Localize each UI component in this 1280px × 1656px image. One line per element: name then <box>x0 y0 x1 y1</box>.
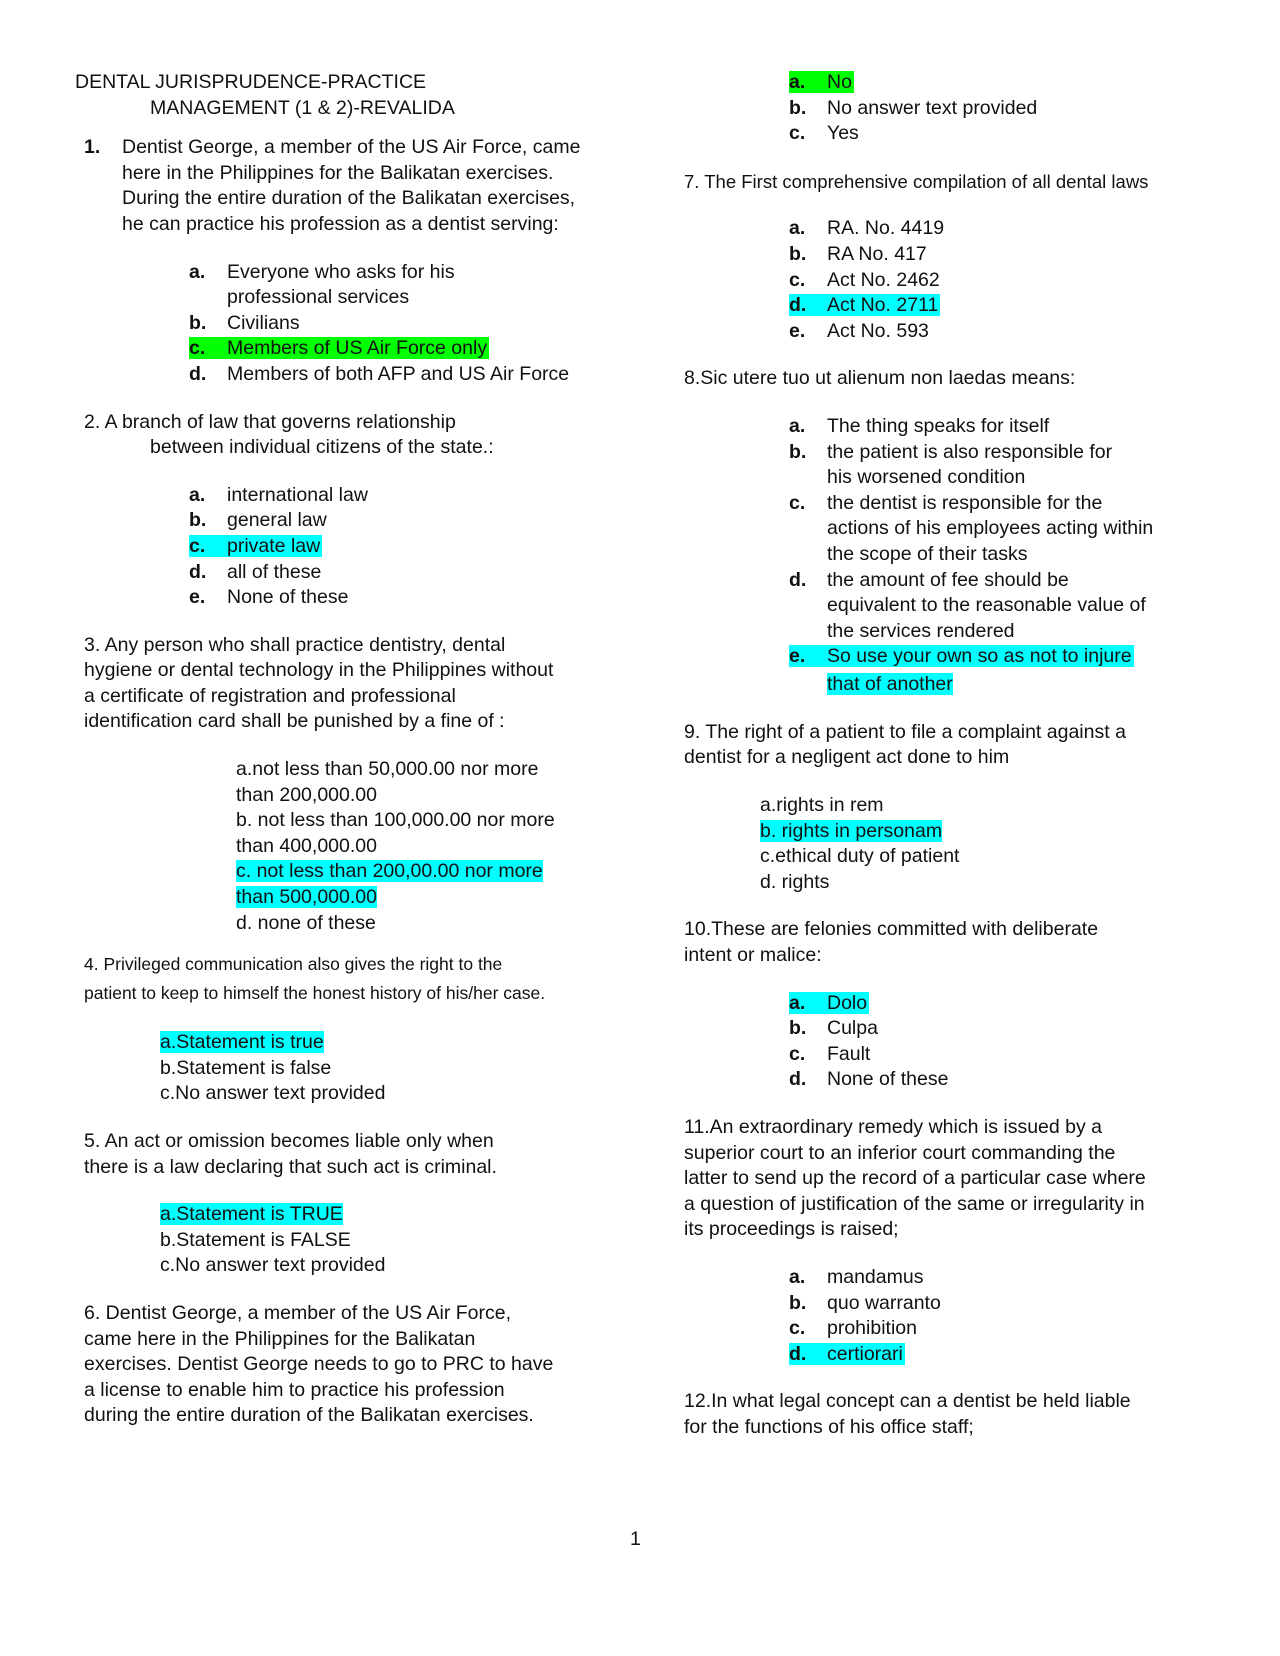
question-text: During the entire duration of the Balikatan exercises, <box>122 187 576 210</box>
question-text: here in the Philippines for the Balikatan exercises. <box>122 161 554 184</box>
answer-option: than 400,000.00 <box>236 834 377 857</box>
answer-option: a. Everyone who asks for his professional services <box>189 260 455 309</box>
answer-option: b. Civilians <box>189 311 300 334</box>
answer-options <box>789 991 1204 1093</box>
question-text: a certificate of registration and professional <box>84 684 456 707</box>
answer-option-correct: c. not less than 200,00.00 nor more <box>236 860 543 883</box>
answer-option: a.not less than 50,000.00 nor more <box>236 758 539 781</box>
answer-option: d. none of these <box>236 911 376 934</box>
answer-options <box>160 1030 604 1107</box>
answer-options <box>789 216 1204 344</box>
answer-option: c. Act No. 2462 <box>789 268 940 291</box>
question-text: 2. A branch of law that governs relationship <box>84 410 456 433</box>
answer-option: a. The thing speaks for itself <box>789 414 1050 437</box>
answer-option-correct: b. rights in personam <box>760 819 943 842</box>
answer-options <box>789 414 1204 698</box>
question-text: there is a law declaring that such act is criminal. <box>84 1155 497 1178</box>
answer-option: c. the dentist is responsible for the actions of his employees acting within the scope of their tasks <box>789 491 1154 565</box>
answer-option: c.No answer text provided <box>160 1082 386 1105</box>
question-text: 4. Privileged communication also gives the right to the <box>84 954 503 975</box>
answer-option-correct: c. private law <box>189 534 321 557</box>
answer-option: than 200,000.00 <box>236 783 377 806</box>
question-2 <box>84 410 604 611</box>
question-text: 6. Dentist George, a member of the US Air Force, <box>84 1301 512 1324</box>
answer-option: b. Culpa <box>789 1017 878 1040</box>
question-text: during the entire duration of the Balikatan exercises. <box>84 1404 534 1427</box>
answer-option: b.Statement is false <box>160 1056 332 1079</box>
question-text: patient to keep to himself the honest history of his/her case. <box>84 983 546 1004</box>
question-7 <box>684 169 1204 345</box>
question-3 <box>84 633 604 937</box>
question-9 <box>684 720 1204 896</box>
question-text: he can practice his profession as a dentist serving: <box>122 212 559 235</box>
question-text: 9. The right of a patient to file a complaint against a <box>684 720 1126 743</box>
question-text: exercises. Dentist George needs to go to PRC to have <box>84 1353 554 1376</box>
answer-option: a. international law <box>189 483 368 506</box>
answer-option: d. rights <box>760 870 830 893</box>
question-text: its proceedings is raised; <box>684 1218 899 1241</box>
answer-option: d. all of these <box>189 560 322 583</box>
doc-title-line1: DENTAL JURISPRUDENCE-PRACTICE <box>75 71 427 93</box>
question-text: 5. An act or omission becomes liable only when <box>84 1130 494 1152</box>
question-text: 11.An extraordinary remedy which is issued by a <box>684 1116 1103 1138</box>
question-text: identification card shall be punished by a fine of : <box>84 710 505 733</box>
answer-option: c.No answer text provided <box>160 1254 386 1277</box>
answer-option-correct: d. Act No. 2711 <box>789 294 939 317</box>
question-1 <box>84 135 604 387</box>
question-text: 12.In what legal concept can a dentist be held liable <box>684 1390 1131 1413</box>
question-text: 8.Sic utere tuo ut alienum non laedas means: <box>684 367 1076 390</box>
question-text: hygiene or dental technology in the Philippines without <box>84 659 554 682</box>
answer-option: a.rights in rem <box>760 794 884 817</box>
answer-option-correct: c. Members of US Air Force only <box>189 337 488 360</box>
question-text: a question of justification of the same or irregularity in <box>684 1192 1145 1215</box>
answer-option-correct: a. No <box>789 71 852 93</box>
question-8 <box>684 366 1204 698</box>
question-text: came here in the Philippines for the Balikatan <box>84 1327 476 1350</box>
question-12 <box>684 1389 1204 1440</box>
answer-option: c. Yes <box>789 122 859 145</box>
question-text: 3. Any person who shall practice dentistry, dental <box>84 633 506 656</box>
page-number: 1 <box>630 1528 641 1550</box>
question-number: 1. <box>84 136 101 159</box>
answer-option: e. None of these <box>189 586 349 609</box>
question-text: for the functions of his office staff; <box>684 1415 974 1438</box>
answer-option: d. None of these <box>789 1068 949 1091</box>
answer-option: c. prohibition <box>789 1317 917 1340</box>
question-4 <box>84 950 604 1107</box>
question-6 <box>84 1301 604 1429</box>
answer-option-correct: a.Statement is TRUE <box>160 1203 343 1226</box>
answer-options <box>789 70 1204 147</box>
question-text: 7. The First comprehensive compilation of all dental laws <box>684 170 1149 192</box>
answer-option: d. Members of both AFP and US Air Force <box>189 362 570 385</box>
answer-option: a. RA. No. 4419 <box>789 217 945 240</box>
question-text: 10.These are felonies committed with deliberate <box>684 918 1099 941</box>
question-text: Dentist George, a member of the US Air Force, came <box>122 136 581 159</box>
answer-options <box>189 483 604 611</box>
answer-option-correct: than 500,000.00 <box>236 886 377 909</box>
answer-option: b. the patient is also responsible for his worsened condition <box>789 440 1113 489</box>
left-column <box>75 70 604 1429</box>
question-11 <box>684 1115 1204 1367</box>
answer-option: b.Statement is FALSE <box>160 1228 351 1251</box>
answer-option: a. mandamus <box>789 1265 924 1288</box>
answer-options <box>160 1202 604 1279</box>
answer-option-correct: d. certiorari <box>789 1342 903 1365</box>
answer-option: b. quo warranto <box>789 1291 941 1314</box>
answer-options <box>789 1265 1204 1367</box>
answer-option: b. general law <box>189 509 327 532</box>
answer-options <box>189 260 604 388</box>
answer-option: e. Act No. 593 <box>789 319 929 342</box>
answer-options <box>236 757 604 936</box>
answer-option-correct: e. So use your own so as not to injure that of another <box>789 645 1132 695</box>
answer-option: b. RA No. 417 <box>789 242 927 265</box>
answer-option: b. No answer text provided <box>789 96 1038 119</box>
answer-option: d. the amount of fee should be equivalent to the reasonable value of the services rendered <box>789 568 1146 642</box>
question-text: latter to send up the record of a particular case where <box>684 1167 1146 1190</box>
answer-option-correct: a. Dolo <box>789 991 868 1014</box>
question-5 <box>84 1129 604 1279</box>
question-10 <box>684 917 1204 1093</box>
question-text: a license to enable him to practice his profession <box>84 1378 505 1401</box>
answer-option-correct: a.Statement is true <box>160 1031 324 1054</box>
doc-title-line2: MANAGEMENT (1 & 2)-REVALIDA <box>150 96 455 119</box>
right-column <box>684 70 1204 1441</box>
answer-options <box>760 793 1204 895</box>
question-text: dentist for a negligent act done to him <box>684 746 1010 769</box>
question-text: superior court to an inferior court commanding the <box>684 1141 1116 1164</box>
answer-option: c.ethical duty of patient <box>760 845 960 868</box>
answer-option: b. not less than 100,000.00 nor more <box>236 809 555 832</box>
answer-option: c. Fault <box>789 1042 871 1065</box>
question-text: intent or malice: <box>684 944 822 967</box>
question-text: between individual citizens of the state.: <box>150 436 494 459</box>
